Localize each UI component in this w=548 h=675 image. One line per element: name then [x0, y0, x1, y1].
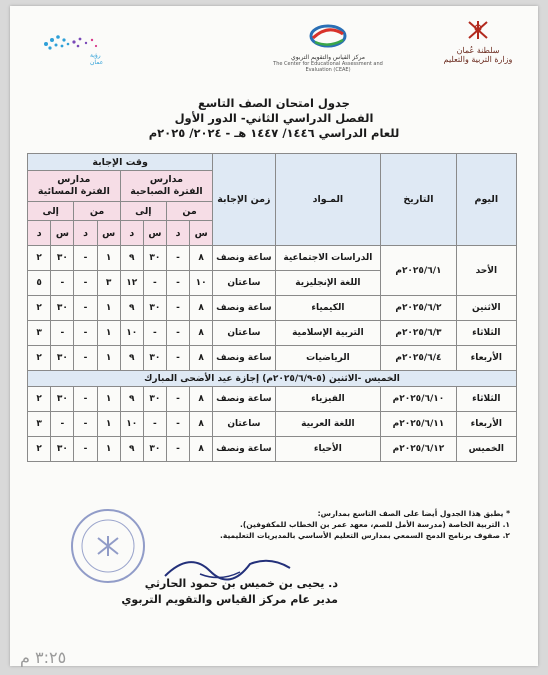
cell-m-to-h: ٩ — [120, 437, 143, 462]
cell-day: الأربعاء — [456, 346, 516, 371]
table-row — [28, 412, 517, 437]
holiday-text: الخميس -الاثنين (٥-٢٠٢٥/٦/٩م) إجازة عيد الأضحى المبارك — [28, 371, 517, 387]
cell-date: ٢٠٢٥/٦/١م — [381, 246, 456, 296]
cell-m-from-h: ٨ — [190, 412, 213, 437]
cell-m-to-m: ٣٠ — [143, 387, 166, 412]
cell-m-to-h: ٩ — [120, 296, 143, 321]
cell-duration: ساعة ونصف — [213, 437, 275, 462]
cell-m-from-h: ٨ — [190, 246, 213, 271]
cell-m-to-m: - — [143, 271, 166, 296]
cell-e-from-m: - — [74, 321, 97, 346]
header-morning-to: إلى — [120, 202, 166, 221]
header-unit-s: س — [190, 221, 213, 246]
header-evening: مدارس الفترة المسائية — [28, 171, 121, 202]
cell-e-to-h: ٥ — [28, 271, 51, 296]
header-day: اليوم — [456, 154, 516, 246]
official-stamp-icon — [68, 506, 148, 586]
cell-subject: الفيزياء — [275, 387, 381, 412]
cell-day: الخميس — [456, 437, 516, 462]
cell-e-to-h: ٢ — [28, 246, 51, 271]
cell-e-from-h: ١ — [97, 412, 120, 437]
vision-logo-text: رؤية عمان — [90, 52, 104, 66]
cell-day: الثلاثاء — [456, 387, 516, 412]
table-row — [28, 321, 517, 346]
cell-duration: ساعة ونصف — [213, 387, 275, 412]
header-unit-d: د — [74, 221, 97, 246]
ceae-name-en: The Center for Educational Assessment and Evaluation (CEAE) — [273, 61, 383, 73]
cell-e-from-m: - — [74, 246, 97, 271]
header-morning: مدارس الفترة الصباحية — [120, 171, 213, 202]
cell-m-to-h: ٩ — [120, 387, 143, 412]
oman-emblem-icon — [465, 18, 491, 42]
cell-e-to-h: ٢ — [28, 437, 51, 462]
cell-duration: ساعتان — [213, 321, 275, 346]
title-line-3: للعام الدراسي ١٤٤٦/ ١٤٤٧ هـ - ٢٠٢٤/ ٢٠٢٥م — [148, 126, 400, 140]
ceae-ring-icon — [307, 22, 349, 50]
header-subject: المـواد — [275, 154, 381, 246]
cell-e-from-h: ١ — [97, 296, 120, 321]
cell-e-to-m: ٣٠ — [51, 346, 74, 371]
cell-e-to-m: ٣٠ — [51, 296, 74, 321]
table-row — [28, 296, 517, 321]
cell-e-from-m: - — [74, 296, 97, 321]
header-unit-s: س — [97, 221, 120, 246]
exam-schedule-table-wrap — [27, 153, 517, 462]
cell-e-to-m: - — [51, 271, 74, 296]
cell-m-from-m: - — [166, 412, 189, 437]
ministry-logo — [438, 18, 518, 64]
cell-subject: الرياضيات — [275, 346, 381, 371]
cell-e-to-h: ٢ — [28, 296, 51, 321]
cell-e-to-m: - — [51, 412, 74, 437]
cell-e-from-m: - — [74, 271, 97, 296]
cell-e-from-h: ٣ — [97, 271, 120, 296]
header-evening-to: إلى — [28, 202, 74, 221]
cell-duration: ساعة ونصف — [213, 246, 275, 271]
cell-e-to-h: ٣ — [28, 321, 51, 346]
header-answer-time: وقت الإجابة — [28, 154, 213, 171]
title-line-2: الفصل الدراسي الثاني- الدور الأول — [174, 111, 374, 125]
cell-date: ٢٠٢٥/٦/١١م — [381, 412, 456, 437]
cell-day: الأربعاء — [456, 412, 516, 437]
document-header — [10, 16, 538, 86]
exam-schedule-table — [27, 153, 517, 462]
cell-duration: ساعتان — [213, 412, 275, 437]
signature-block — [68, 576, 338, 608]
cell-subject: الدراسات الاجتماعية — [275, 246, 381, 271]
cell-m-from-m: - — [166, 387, 189, 412]
cell-subject: التربية الإسلامية — [275, 321, 381, 346]
cell-m-to-m: - — [143, 321, 166, 346]
cell-e-from-h: ١ — [97, 346, 120, 371]
cell-date: ٢٠٢٥/٦/٤م — [381, 346, 456, 371]
signatory-title: مدير عام مركز القياس والتقويم التربوي — [121, 593, 338, 606]
table-row — [28, 346, 517, 371]
cell-m-from-h: ١٠ — [190, 271, 213, 296]
cell-m-to-h: ١٠ — [120, 321, 143, 346]
cell-day: الاثنين — [456, 296, 516, 321]
overlay-time: ٣:٢٥ م — [20, 648, 67, 667]
cell-m-from-m: - — [166, 321, 189, 346]
table-row — [28, 246, 517, 271]
cell-e-from-h: ١ — [97, 437, 120, 462]
header-unit-d: د — [166, 221, 189, 246]
cell-e-from-h: ١ — [97, 321, 120, 346]
header-unit-d: د — [28, 221, 51, 246]
cell-m-from-h: ٨ — [190, 321, 213, 346]
cell-date: ٢٠٢٥/٦/١٢م — [381, 437, 456, 462]
cell-duration: ساعة ونصف — [213, 296, 275, 321]
holiday-row — [28, 371, 517, 387]
cell-subject: اللغة الإنجليزية — [275, 271, 381, 296]
cell-m-to-h: ٩ — [120, 346, 143, 371]
cell-subject: الكيمياء — [275, 296, 381, 321]
cell-m-from-h: ٨ — [190, 387, 213, 412]
header-date: التاريخ — [381, 154, 456, 246]
note-item-2: ٢. صفوف برنامج الدمج السمعي بمدارس التعليم الأساسي بالمديريات التعليمية. — [220, 531, 510, 540]
cell-m-from-h: ٨ — [190, 437, 213, 462]
cell-e-to-m: ٣٠ — [51, 387, 74, 412]
cell-m-to-m: ٣٠ — [143, 437, 166, 462]
cell-e-to-h: ٣ — [28, 412, 51, 437]
note-item-1: ١. التربية الخاصة (مدرسة الأمل للصم، معهد عمر بن الخطاب للمكفوفين). — [240, 520, 510, 529]
header-unit-d: د — [120, 221, 143, 246]
ceae-name-ar: مركز القياس والتقويم التربوي — [291, 54, 365, 61]
cell-e-to-h: ٢ — [28, 387, 51, 412]
cell-m-from-m: - — [166, 296, 189, 321]
cell-m-to-h: ١٠ — [120, 412, 143, 437]
cell-m-to-h: ١٢ — [120, 271, 143, 296]
cell-subject: الأحياء — [275, 437, 381, 462]
cell-e-to-m: - — [51, 321, 74, 346]
header-evening-from: من — [74, 202, 120, 221]
cell-m-to-m: - — [143, 412, 166, 437]
cell-m-from-h: ٨ — [190, 296, 213, 321]
cell-e-from-h: ١ — [97, 387, 120, 412]
cell-duration: ساعة ونصف — [213, 346, 275, 371]
header-unit-s: س — [143, 221, 166, 246]
cell-m-to-m: ٣٠ — [143, 246, 166, 271]
cell-m-from-m: - — [166, 346, 189, 371]
cell-date: ٢٠٢٥/٦/٢م — [381, 296, 456, 321]
cell-day: الثلاثاء — [456, 321, 516, 346]
ceae-logo — [268, 22, 388, 73]
cell-e-from-m: - — [74, 437, 97, 462]
header-morning-from: من — [166, 202, 212, 221]
cell-date: ٢٠٢٥/٦/٣م — [381, 321, 456, 346]
header-unit-s: س — [51, 221, 74, 246]
signatory-name: د. يحيى بن خميس بن حمود الحارثي — [144, 577, 338, 590]
cell-e-from-m: - — [74, 387, 97, 412]
table-row — [28, 437, 517, 462]
cell-e-to-m: ٣٠ — [51, 437, 74, 462]
cell-m-from-h: ٨ — [190, 346, 213, 371]
cell-day: الأحد — [456, 246, 516, 296]
document-page — [10, 6, 538, 666]
cell-e-to-m: ٣٠ — [51, 246, 74, 271]
cell-e-from-m: - — [74, 346, 97, 371]
cell-subject: اللغة العربية — [275, 412, 381, 437]
cell-m-from-m: - — [166, 271, 189, 296]
title-line-1: جدول امتحان الصف التاسع — [198, 96, 350, 110]
cell-m-to-m: ٣٠ — [143, 296, 166, 321]
document-titles — [10, 96, 538, 141]
cell-e-from-h: ١ — [97, 246, 120, 271]
header-duration: زمن الإجابة — [213, 154, 275, 246]
cell-e-to-h: ٢ — [28, 346, 51, 371]
cell-m-from-m: - — [166, 246, 189, 271]
cell-e-from-m: - — [74, 412, 97, 437]
cell-m-to-h: ٩ — [120, 246, 143, 271]
cell-m-to-m: ٣٠ — [143, 346, 166, 371]
cell-m-from-m: - — [166, 437, 189, 462]
cell-date: ٢٠٢٥/٦/١٠م — [381, 387, 456, 412]
vision-logo — [28, 22, 114, 72]
table-row — [28, 387, 517, 412]
cell-duration: ساعتان — [213, 271, 275, 296]
ministry-name: سلطنة عُمان وزارة التربية والتعليم — [443, 46, 513, 64]
note-intro: * يطبق هذا الجدول أيضا على الصف التاسع بمدارس: — [317, 509, 510, 518]
